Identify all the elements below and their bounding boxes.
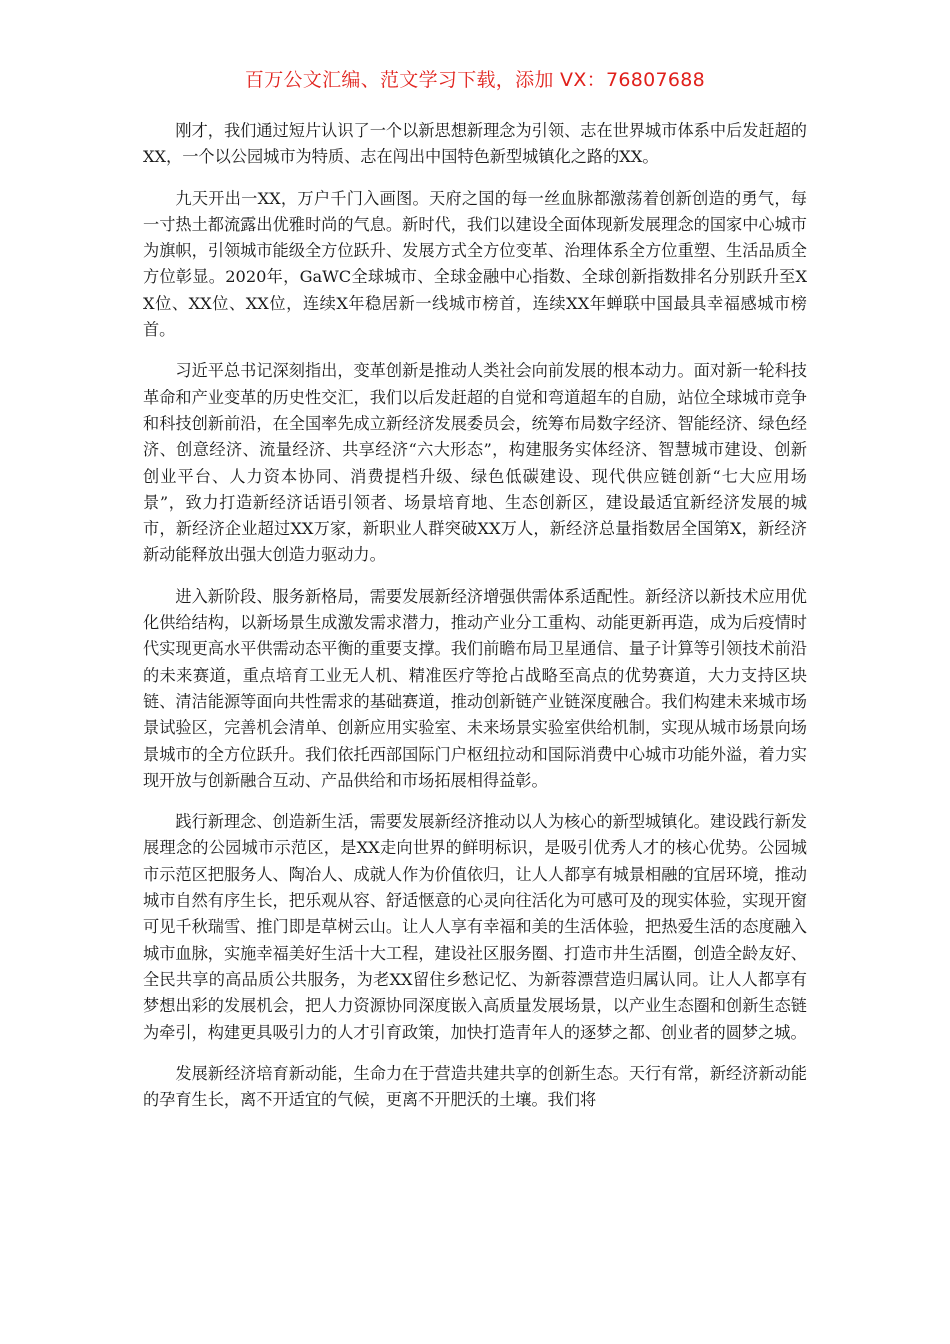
paragraph: 刚才，我们通过短片认识了一个以新思想新理念为引领、志在世界城市体系中后发赶超的XX，一个以公园城市为特质、志在闯出中国特色新型城镇化之路的XX。 xyxy=(143,121,807,167)
paragraph: 践行新理念、创造新生活，需要发展新经济推动以人为核心的新型城镇化。建设践行新发展理念的公园城市示范区，是XX走向世界的鲜明标识，是吸引优秀人才的核心优势。公园城市示范区把服务人、陶冶人、成就人作为价值依归，让人人都享有城景相融的宜居环境，推动城市自然有序生长，把乐观从容、舒适惬意的心灵向往活化为可感可及的现实体验，实现开窗可见千秋瑞雪、推门即是草树云山。让人人享有幸福和美的生活体验，把热爱生活的态度融入城市血脉，实施幸福美好生活十大工程，建设社区服务圈、打造市井生活圈，创造全龄友好、全民共享的高品质公共服务，为老XX留住乡愁记忆、为新蓉漂营造归属认同。让人人都享有梦想出彩的发展机会，把人力资源协同深度嵌入高质量发展场景，以产业生态圈和创新生态链为牵引，构建更具吸引力的人才引育政策，加快打造青年人的逐梦之都、创业者的圆梦之城。 xyxy=(143,812,807,1042)
header-banner: 百万公文汇编、范文学习下载，添加 VX：76807688 xyxy=(244,69,706,91)
document-body xyxy=(143,118,807,1128)
paragraph: 进入新阶段、服务新格局，需要发展新经济增强供需体系适配性。新经济以新技术应用优化供给结构，以新场景生成激发需求潜力，推动产业分工重构、动能更新再造，成为后疫情时代实现更高水平供需动态平衡的重要支撑。我们前瞻布局卫星通信、量子计算等引领技术前沿的未来赛道，重点培育工业无人机、精准医疗等抢占战略至高点的优势赛道，大力支持区块链、清洁能源等面向共性需求的基础赛道，推动创新链产业链深度融合。我们构建未来城市场景试验区，完善机会清单、创新应用实验室、未来场景实验室供给机制，实现从城市场景向场景城市的全方位跃升。我们依托西部国际门户枢纽拉动和国际消费中心城市功能外溢，着力实现开放与创新融合互动、产品供给和市场拓展相得益彰。 xyxy=(143,586,807,790)
paragraph: 习近平总书记深刻指出，变革创新是推动人类社会向前发展的根本动力。面对新一轮科技革命和产业变革的历史性交汇，我们以后发赶超的自觉和弯道超车的自励，站位全球城市竞争和科技创新前沿，在全国率先成立新经济发展委员会，统筹布局数字经济、智能经济、绿色经济、创意经济、流量经济、共享经济“六大形态”，构建服务实体经济、智慧城市建设、创新创业平台、人力资本协同、消费提档升级、绿色低碳建设、现代供应链创新“七大应用场景”，致力打造新经济话语引领者、场景培育地、生态创新区，建设最适宜新经济发展的城市，新经济企业超过XX万家，新职业人群突破XX万人，新经济总量指数居全国第X，新经济新动能释放出强大创造力驱动力。 xyxy=(143,361,807,565)
paragraph: 九天开出一XX，万户千门入画图。天府之国的每一丝血脉都激荡着创新创造的勇气，每一寸热土都流露出优雅时尚的气息。新时代，我们以建设全面体现新发展理念的国家中心城市为旗帜，引领城市能级全方位跃升、发展方式全方位变革、治理体系全方位重塑、生活品质全方位彰显。2020年，GaWC全球城市、全球金融中心指数、全球创新指数排名分别跃升至XX位、XX位、XX位，连续X年稳居新一线城市榜首，连续XX年蝉联中国最具幸福感城市榜首。 xyxy=(143,188,807,340)
paragraph: 发展新经济培育新动能，生命力在于营造共建共享的创新生态。天行有常，新经济新动能的孕育生长，离不开适宜的气候，更离不开肥沃的土壤。我们将 xyxy=(143,1063,807,1110)
